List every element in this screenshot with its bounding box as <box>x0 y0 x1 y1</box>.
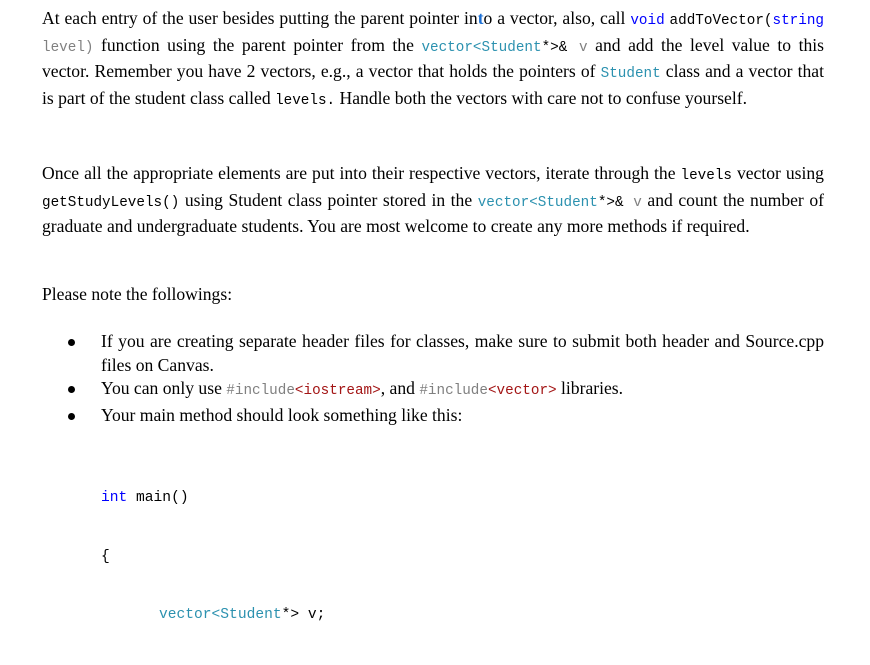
code-levels: levels. <box>275 92 336 109</box>
code-vector-rest: *> v; <box>281 607 326 623</box>
notes-list <box>62 330 824 427</box>
code-vector-pointer: *>& <box>597 194 634 211</box>
code-vector-keyword: vector <box>159 607 212 623</box>
code-void-keyword: void <box>630 13 665 29</box>
code-main-sig: main() <box>127 490 189 506</box>
p1-text-2: function using the parent pointer from the <box>93 34 422 55</box>
code-vector-keyword: vector <box>477 194 530 211</box>
code-line-main-signature <box>101 489 325 509</box>
code-vector-var: v <box>579 39 588 56</box>
p1-text-3: and add the level value to this vector. Remember you have 2 vectors, e.g., a vector that holds the pointers of <box>42 34 824 81</box>
p2-text-3: using Student class pointer stored in the <box>179 189 478 210</box>
bullet-text-post: libraries. <box>556 378 624 398</box>
code-vector-var: v <box>633 194 642 211</box>
paragraph-add-to-vector <box>42 7 824 113</box>
p1-text-1: At each entry of the user besides putting the parent pointer in <box>42 8 478 28</box>
bullet-text-mid: , and <box>380 378 420 398</box>
p2-text-1: Once all the appropriate elements are put into their respective vectors, iterate through the <box>42 163 681 183</box>
code-get-study-levels: getStudyLevels() <box>42 194 180 211</box>
code-include-iostream-hash: #include <box>226 383 295 399</box>
p2-text-2: vector using <box>731 163 824 183</box>
text-cursor: t <box>477 8 484 28</box>
code-vector-template: <Student <box>472 39 542 56</box>
code-student-class: Student <box>600 66 661 82</box>
bullet-text: If you are creating separate header files for classes, make sure to submit both header and Source.cpp files on Canvas. <box>101 331 824 375</box>
paragraph-iterate-levels <box>42 162 824 239</box>
bullet-text-pre: You can only use <box>101 378 227 398</box>
code-vector-template: <Student <box>211 607 282 623</box>
bullet-icon <box>68 339 75 346</box>
code-level-param: level) <box>42 39 94 56</box>
p2-text-4: and count the number of graduate and undergraduate students. You are most welcome to create any more methods if required. <box>42 189 824 236</box>
code-vector-pointer: *>& <box>541 39 580 56</box>
p1-text-4: class and a vector that is part of the student class called <box>42 61 824 108</box>
code-line-vector-decl <box>101 606 325 626</box>
code-include-vector-hash: #include <box>419 383 488 399</box>
code-line-open-brace <box>101 548 325 568</box>
code-string-type: string <box>772 13 824 29</box>
paragraph-please-note: Please note the followings: <box>42 284 233 304</box>
bullet-text: Your main method should look something like this: <box>101 404 463 425</box>
code-block-main <box>101 450 325 665</box>
p1-text-5: Handle both the vectors with care not to confuse yourself. <box>335 87 747 108</box>
bullet-icon <box>68 413 75 420</box>
list-item <box>62 404 824 428</box>
code-add-to-vector: addToVector( <box>669 13 773 29</box>
code-include-vector-lib: <vector> <box>487 383 557 399</box>
list-item <box>62 377 824 404</box>
code-vector-keyword: vector <box>421 39 473 56</box>
code-int-keyword: int <box>101 490 128 506</box>
code-brace: { <box>101 548 110 565</box>
p1-text-1-end: o a vector, also, call <box>483 8 631 28</box>
code-vector-template: <Student <box>529 194 598 211</box>
code-include-iostream-lib: <iostream> <box>294 383 381 399</box>
list-item <box>62 330 824 377</box>
bullet-icon <box>68 386 75 393</box>
code-levels: levels <box>680 168 732 184</box>
